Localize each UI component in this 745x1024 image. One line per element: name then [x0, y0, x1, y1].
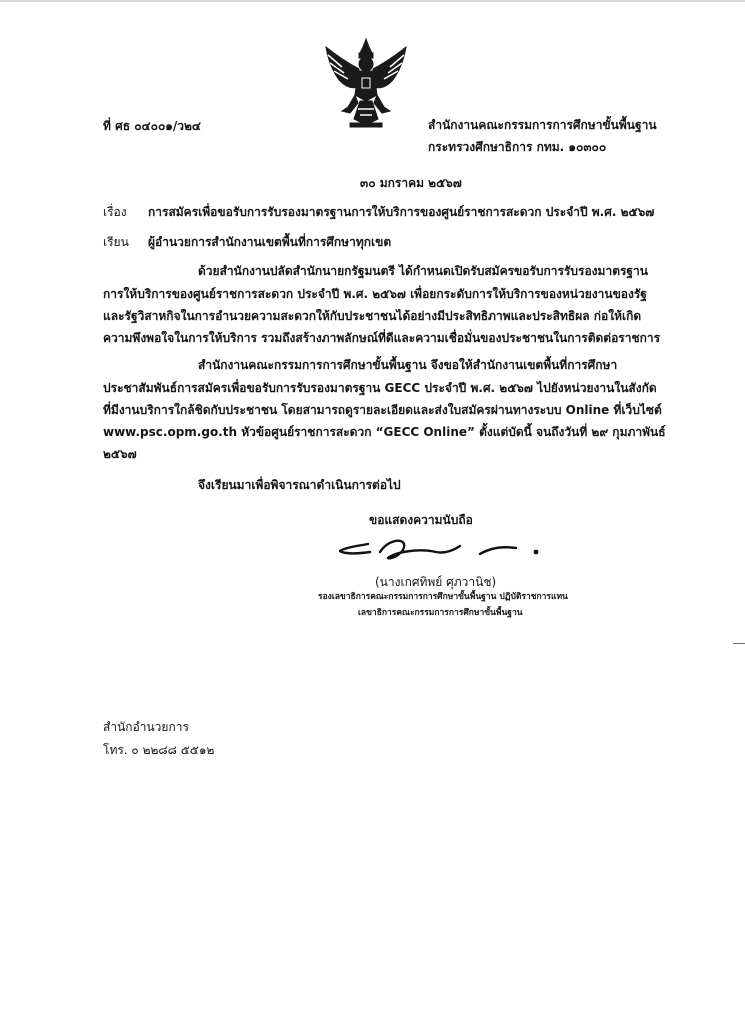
scan-edge [0, 0, 745, 2]
paragraph2-line: ที่มีงานบริการใกล้ชิดกับประชาชน โดยสามารถดูรายละเอียดและส่งใบสมัครผ่านทางระบบ Online ที่เว็บไซต์ [103, 403, 662, 417]
paragraph2-line: ๒๕๖๗ [103, 447, 137, 461]
paragraph2-line: www.psc.opm.go.th หัวข้อศูนย์ราชการสะดวก “GECC Online” ตั้งแต่บัดนี้ จนถึงวันที่ ๒๙ กุมภาพันธ์ [103, 425, 666, 439]
recipient-text: ผู้อำนวยการสำนักงานเขตพื้นที่การศึกษาทุกเขต [148, 235, 392, 249]
office-address: กระทรวงศึกษาธิการ กทม. ๑๐๓๐๐ [428, 140, 607, 154]
paragraph1-line: และรัฐวิสาหกิจในการอำนวยความสะดวกให้กับประชาชนได้อย่างมีประสิทธิภาพและประสิทธิผล ก่อให้เกิด [103, 309, 642, 323]
subject-text: การสมัครเพื่อขอรับการรับรองมาตรฐานการให้บริการของศูนย์ราชการสะดวก ประจำปี พ.ศ. ๒๕๖๗ [148, 205, 655, 219]
paragraph2-line: สำนักงานคณะกรรมการการศึกษาขั้นพื้นฐาน จึงขอให้สำนักงานเขตพื้นที่การศึกษา [198, 358, 618, 372]
signer-name: (นางเกศทิพย์ ศุภวานิช) [375, 575, 497, 589]
paragraph1-line: ความพึงพอใจในการให้บริการ รวมถึงสร้างภาพลักษณ์ที่ดีและความเชื่อมั่นของประชาชนในการติดต่อราชการ [103, 331, 661, 345]
complimentary-close: ขอแสดงความนับถือ [369, 513, 473, 527]
recipient-label: เรียน [103, 235, 129, 249]
subject-label: เรื่อง [103, 205, 127, 219]
scan-mark [733, 643, 745, 644]
handwritten-signature [330, 530, 550, 570]
closing-request: จึงเรียนมาเพื่อพิจารณาดำเนินการต่อไป [198, 478, 401, 492]
footer-phone: โทร. ๐ ๒๒๘๘ ๕๕๑๒ [103, 743, 215, 757]
office-name: สำนักงานคณะกรรมการการศึกษาขั้นพื้นฐาน [428, 118, 657, 132]
document-number: ที่ ศธ ๐๔๐๐๑/ว๒๔ [103, 119, 201, 133]
paragraph2-line: ประชาสัมพันธ์การสมัครเพื่อขอรับการรับรองมาตรฐาน GECC ประจำปี พ.ศ. ๒๕๖๗ ไปยังหน่วยงานในสังกัด [103, 381, 657, 395]
signer-position: เลขาธิการคณะกรรมการการศึกษาขั้นพื้นฐาน [358, 608, 523, 618]
signer-position-acting: รองเลขาธิการคณะกรรมการการศึกษาขั้นพื้นฐาน ปฏิบัติราชการแทน [318, 592, 568, 602]
garuda-emblem-icon [322, 37, 410, 129]
footer-office: สำนักอำนวยการ [103, 720, 189, 734]
paragraph1-line: การให้บริการของศูนย์ราชการสะดวก ประจำปี พ.ศ. ๒๕๖๗ เพื่อยกระดับการให้บริการของหน่วยงานของรัฐ [103, 287, 647, 301]
paragraph1-line: ด้วยสำนักงานปลัดสำนักนายกรัฐมนตรี ได้กำหนดเปิดรับสมัครขอรับการรับรองมาตรฐาน [198, 264, 648, 278]
document-date: ๓๐ มกราคม ๒๕๖๗ [360, 176, 462, 190]
